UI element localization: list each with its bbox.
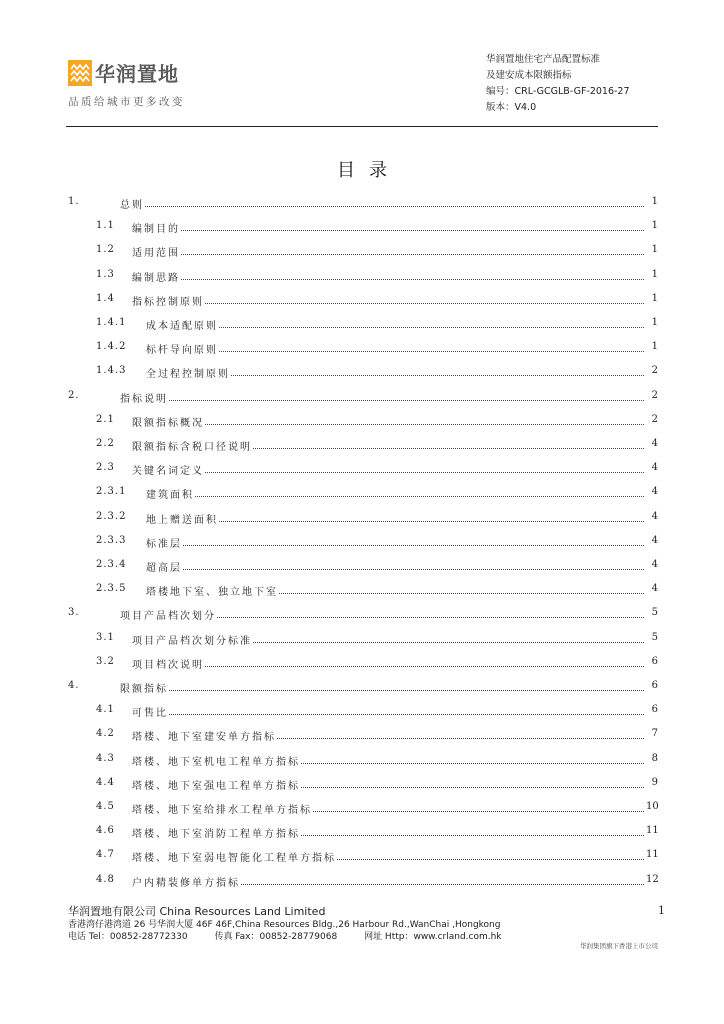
toc-entry-title: 塔楼、地下室强电工程单方指标 — [132, 777, 301, 792]
toc-entry-title: 指标说明 — [120, 390, 169, 405]
toc-entry-page: 1 — [651, 244, 658, 256]
footer-address: 香港湾仔港湾道 26 号华润大厦 46F 46F,China Resources Bldg.,26 Harbour Rd.,WanChai ,Hongkong — [68, 920, 501, 930]
toc-entry-title: 标准层 — [146, 535, 183, 550]
toc-entry-title: 项目产品档次划分标准 — [132, 632, 253, 647]
toc-entry-number: 4.5 — [96, 801, 115, 812]
toc-dot-leader — [313, 801, 644, 812]
toc-entry-title: 总则 — [120, 196, 145, 211]
doc-code: 编号：CRL-GCGLB-GF-2016-27 — [486, 86, 630, 97]
toc-dot-leader — [169, 390, 644, 401]
toc-entry-leader — [146, 583, 644, 598]
toc-dot-leader — [205, 414, 644, 425]
toc-entry[interactable] — [68, 365, 658, 381]
toc-entry[interactable] — [68, 462, 658, 478]
toc-entry-leader — [132, 220, 644, 235]
toc-entry-leader — [132, 849, 644, 864]
toc-dot-leader — [277, 728, 644, 739]
logo-name: 华润置地 — [95, 62, 179, 86]
toc-dot-leader — [253, 438, 644, 449]
toc-entry[interactable] — [68, 607, 658, 623]
footer-tag: 华润集团旗下香港上市公司 — [580, 942, 658, 950]
toc-dot-leader — [219, 341, 644, 352]
toc-dot-leader — [169, 704, 644, 715]
toc-entry-page: 4 — [651, 510, 658, 522]
toc-dot-leader — [205, 656, 644, 667]
toc-entry-page: 1 — [651, 317, 658, 328]
page-title: 目录 — [337, 160, 401, 181]
toc-entry-number: 4.6 — [96, 825, 115, 837]
toc-entry-leader — [132, 269, 644, 284]
logo-slogan: 品质给城市更多改变 — [68, 96, 185, 108]
page-number: 1 — [658, 904, 665, 917]
toc-entry-title: 标杆导向原则 — [146, 341, 219, 356]
toc-entry-title: 塔楼、地下室弱电智能化工程单方指标 — [132, 849, 337, 864]
toc-entry-leader — [132, 753, 644, 768]
footer-company: 华润置地有限公司 China Resources Land Limited — [68, 905, 326, 918]
toc-entry-number: 1.2 — [96, 244, 115, 256]
toc-entry-number: 3.2 — [96, 655, 115, 667]
toc-entry-title: 建筑面积 — [146, 486, 195, 501]
toc-dot-leader — [195, 486, 644, 497]
toc-entry-number: 3. — [68, 607, 80, 619]
toc-entry-leader — [120, 607, 644, 622]
toc-entry-leader — [132, 728, 644, 743]
toc-entry-title: 项目产品档次划分 — [120, 607, 217, 622]
toc-entry-leader — [132, 632, 644, 647]
toc-entry[interactable] — [68, 196, 658, 212]
toc-entry-number: 4.8 — [96, 873, 115, 885]
toc-entry[interactable] — [68, 438, 658, 454]
toc-entry-number: 1.1 — [96, 220, 115, 232]
toc-entry-leader — [132, 293, 644, 308]
toc-dot-leader — [279, 583, 644, 594]
toc-entry-number: 1.4 — [96, 292, 115, 304]
toc-entry-number: 2.3.1 — [96, 486, 127, 498]
toc-entry-title: 编制思路 — [132, 269, 181, 284]
toc-entry-number: 2.2 — [96, 438, 115, 449]
toc-dot-leader — [301, 777, 644, 788]
toc-dot-leader — [301, 753, 644, 764]
header-divider — [66, 126, 658, 127]
toc-dot-leader — [183, 559, 644, 570]
toc-entry-page: 5 — [651, 631, 658, 643]
toc-entry-page: 4 — [651, 486, 658, 498]
toc-entry[interactable] — [68, 390, 658, 406]
toc-entry-page: 2 — [651, 413, 658, 425]
toc-entry[interactable] — [68, 632, 658, 648]
toc-entry-leader — [146, 365, 644, 380]
toc-entry-page: 4 — [651, 438, 658, 449]
doc-title-line-2: 及建安成本限额指标 — [486, 70, 572, 81]
footer-fax: 传真 Fax：00852-28779068 — [214, 932, 338, 942]
toc-dot-leader — [241, 874, 644, 885]
toc-entry-number: 4.2 — [96, 728, 115, 740]
toc-entry[interactable] — [68, 801, 658, 817]
toc-entry-title: 超高层 — [146, 559, 183, 574]
toc-entry-title: 塔楼、地下室建安单方指标 — [132, 728, 277, 743]
toc-entry[interactable] — [68, 341, 658, 357]
toc-entry-page: 1 — [651, 220, 658, 232]
toc-dot-leader — [219, 511, 644, 522]
toc-entry-number: 4.4 — [96, 776, 115, 788]
toc-entry-title: 塔楼地下室、独立地下室 — [146, 583, 279, 598]
toc-entry-number: 4.1 — [96, 704, 115, 716]
toc-dot-leader — [181, 269, 644, 280]
toc-entry-number: 1. — [68, 196, 80, 207]
toc-dot-leader — [217, 607, 644, 618]
toc-entry[interactable] — [68, 656, 658, 672]
toc-entry-leader — [120, 390, 644, 405]
toc-entry-leader — [146, 317, 644, 332]
toc-entry-title: 成本适配原则 — [146, 317, 219, 332]
toc-entry[interactable] — [68, 753, 658, 769]
toc-dot-leader — [145, 196, 644, 207]
toc-entry[interactable] — [68, 535, 658, 551]
toc-entry-page: 12 — [646, 873, 659, 885]
toc-entry-page: 6 — [651, 704, 658, 716]
toc-dot-leader — [181, 220, 644, 231]
toc-entry-number: 4.3 — [96, 752, 115, 764]
toc-entry[interactable] — [68, 874, 658, 890]
toc-entry-title: 限额指标概况 — [132, 414, 205, 429]
toc-entry-title: 塔楼、地下室给排水工程单方指标 — [132, 801, 313, 816]
toc-entry-leader — [146, 486, 644, 501]
toc-entry[interactable] — [68, 244, 658, 260]
toc-entry-page: 11 — [646, 849, 659, 861]
toc-entry-number: 2.3.2 — [96, 510, 127, 522]
toc-entry-title: 限额指标含税口径说明 — [132, 438, 253, 453]
toc-entry-page: 5 — [651, 607, 658, 619]
toc-entry-page: 6 — [651, 655, 658, 667]
toc-entry-leader — [132, 777, 644, 792]
toc-entry-title: 指标控制原则 — [132, 293, 205, 308]
toc-entry-page: 1 — [651, 292, 658, 304]
toc-entry-page: 11 — [646, 825, 659, 837]
footer-web[interactable]: 网址 Http：www.crland.com.hk — [364, 932, 502, 942]
toc-entry-number: 1.4.3 — [96, 365, 127, 377]
toc-entry-title: 限额指标 — [120, 680, 169, 695]
toc-dot-leader — [205, 462, 644, 473]
toc-dot-leader — [337, 849, 644, 860]
toc-entry-number: 2.3.4 — [96, 559, 127, 570]
toc-entry-number: 2.3 — [96, 462, 115, 474]
toc-entry-number: 1.3 — [96, 268, 115, 280]
toc-dot-leader — [181, 244, 644, 255]
toc-entry-number: 3.1 — [96, 631, 115, 643]
toc-entry-number: 1.4.2 — [96, 341, 127, 353]
toc-entry-title: 可售比 — [132, 704, 169, 719]
toc-entry-title: 适用范围 — [132, 244, 181, 259]
toc-dot-leader — [183, 535, 644, 546]
toc-entry-leader — [120, 196, 644, 211]
toc-entry-page: 4 — [651, 559, 658, 570]
toc-entry[interactable] — [68, 583, 658, 599]
toc-entry-page: 1 — [651, 341, 658, 353]
toc-entry[interactable] — [68, 728, 658, 744]
toc-entry-leader — [132, 874, 644, 889]
document-info — [486, 52, 630, 116]
toc-entry[interactable] — [68, 849, 658, 865]
toc-entry-leader — [132, 801, 644, 816]
toc-entry-page: 1 — [651, 196, 658, 207]
toc-entry-leader — [146, 511, 644, 526]
toc-entry-title: 户内精装修单方指标 — [132, 874, 241, 889]
toc-entry-title: 塔楼、地下室机电工程单方指标 — [132, 753, 301, 768]
toc-entry-page: 10 — [646, 801, 659, 812]
toc-entry-leader — [132, 825, 644, 840]
toc-dot-leader — [219, 317, 644, 328]
toc-entry[interactable] — [68, 704, 658, 720]
toc-entry-page: 8 — [651, 752, 658, 764]
toc-dot-leader — [169, 680, 644, 691]
toc-entry-title: 编制目的 — [132, 220, 181, 235]
toc-entry-title: 地上赠送面积 — [146, 511, 219, 526]
toc-entry[interactable] — [68, 777, 658, 793]
toc-entry[interactable] — [68, 269, 658, 285]
toc-entry-page: 9 — [651, 776, 658, 788]
toc-entry-leader — [132, 656, 644, 671]
toc-entry-title: 全过程控制原则 — [146, 365, 231, 380]
toc-entry-page: 1 — [651, 268, 658, 280]
toc-entry[interactable] — [68, 293, 658, 309]
toc-dot-leader — [205, 293, 644, 304]
toc-entry-leader — [132, 462, 644, 477]
toc-entry[interactable] — [68, 486, 658, 502]
toc-entry-number: 2.3.3 — [96, 534, 127, 546]
doc-version: 版本：V4.0 — [486, 102, 537, 113]
toc-entry[interactable] — [68, 511, 658, 527]
toc-entry-title: 关键名词定义 — [132, 462, 205, 477]
toc-entry-page: 2 — [651, 365, 658, 377]
toc-entry-number: 2.3.5 — [96, 583, 127, 595]
doc-title-line-1: 华润置地住宅产品配置标准 — [486, 54, 601, 65]
toc-dot-leader — [301, 825, 644, 836]
toc-entry[interactable] — [68, 317, 658, 333]
toc-entry-page: 4 — [651, 534, 658, 546]
toc-entry-leader — [146, 535, 644, 550]
toc-entry-leader — [120, 680, 644, 695]
toc-entry-leader — [132, 438, 644, 453]
crland-logo-icon — [68, 60, 92, 86]
toc-entry[interactable] — [68, 414, 658, 430]
toc-entry-number: 2.1 — [96, 413, 115, 425]
toc-entry-number: 2. — [68, 389, 80, 401]
toc-entry-title: 塔楼、地下室消防工程单方指标 — [132, 825, 301, 840]
footer-tel: 电话 Tel：00852-28772330 — [68, 932, 188, 942]
company-logo — [68, 58, 218, 108]
toc-entry-page: 2 — [651, 389, 658, 401]
toc-entry-leader — [146, 559, 644, 574]
toc-entry-page: 6 — [651, 680, 658, 691]
toc-entry-number: 4. — [68, 680, 80, 691]
footer-contact — [68, 931, 526, 943]
toc-entry-leader — [132, 414, 644, 429]
toc-entry-leader — [146, 341, 644, 356]
toc-dot-leader — [253, 632, 644, 643]
toc-entry-leader — [132, 244, 644, 259]
toc-entry-leader — [132, 704, 644, 719]
toc-entry-number: 1.4.1 — [96, 317, 127, 328]
toc-entry-page: 4 — [651, 583, 658, 595]
toc-entry[interactable] — [68, 559, 658, 575]
footer — [68, 904, 526, 943]
toc-entry[interactable] — [68, 680, 658, 696]
toc-entry-title: 项目档次说明 — [132, 656, 205, 671]
toc-dot-leader — [231, 365, 644, 376]
toc-entry[interactable] — [68, 220, 658, 236]
toc-entry-number: 4.7 — [96, 849, 115, 861]
toc-entry[interactable] — [68, 825, 658, 841]
toc-entry-page: 7 — [651, 728, 658, 740]
toc-entry-page: 4 — [651, 462, 658, 474]
